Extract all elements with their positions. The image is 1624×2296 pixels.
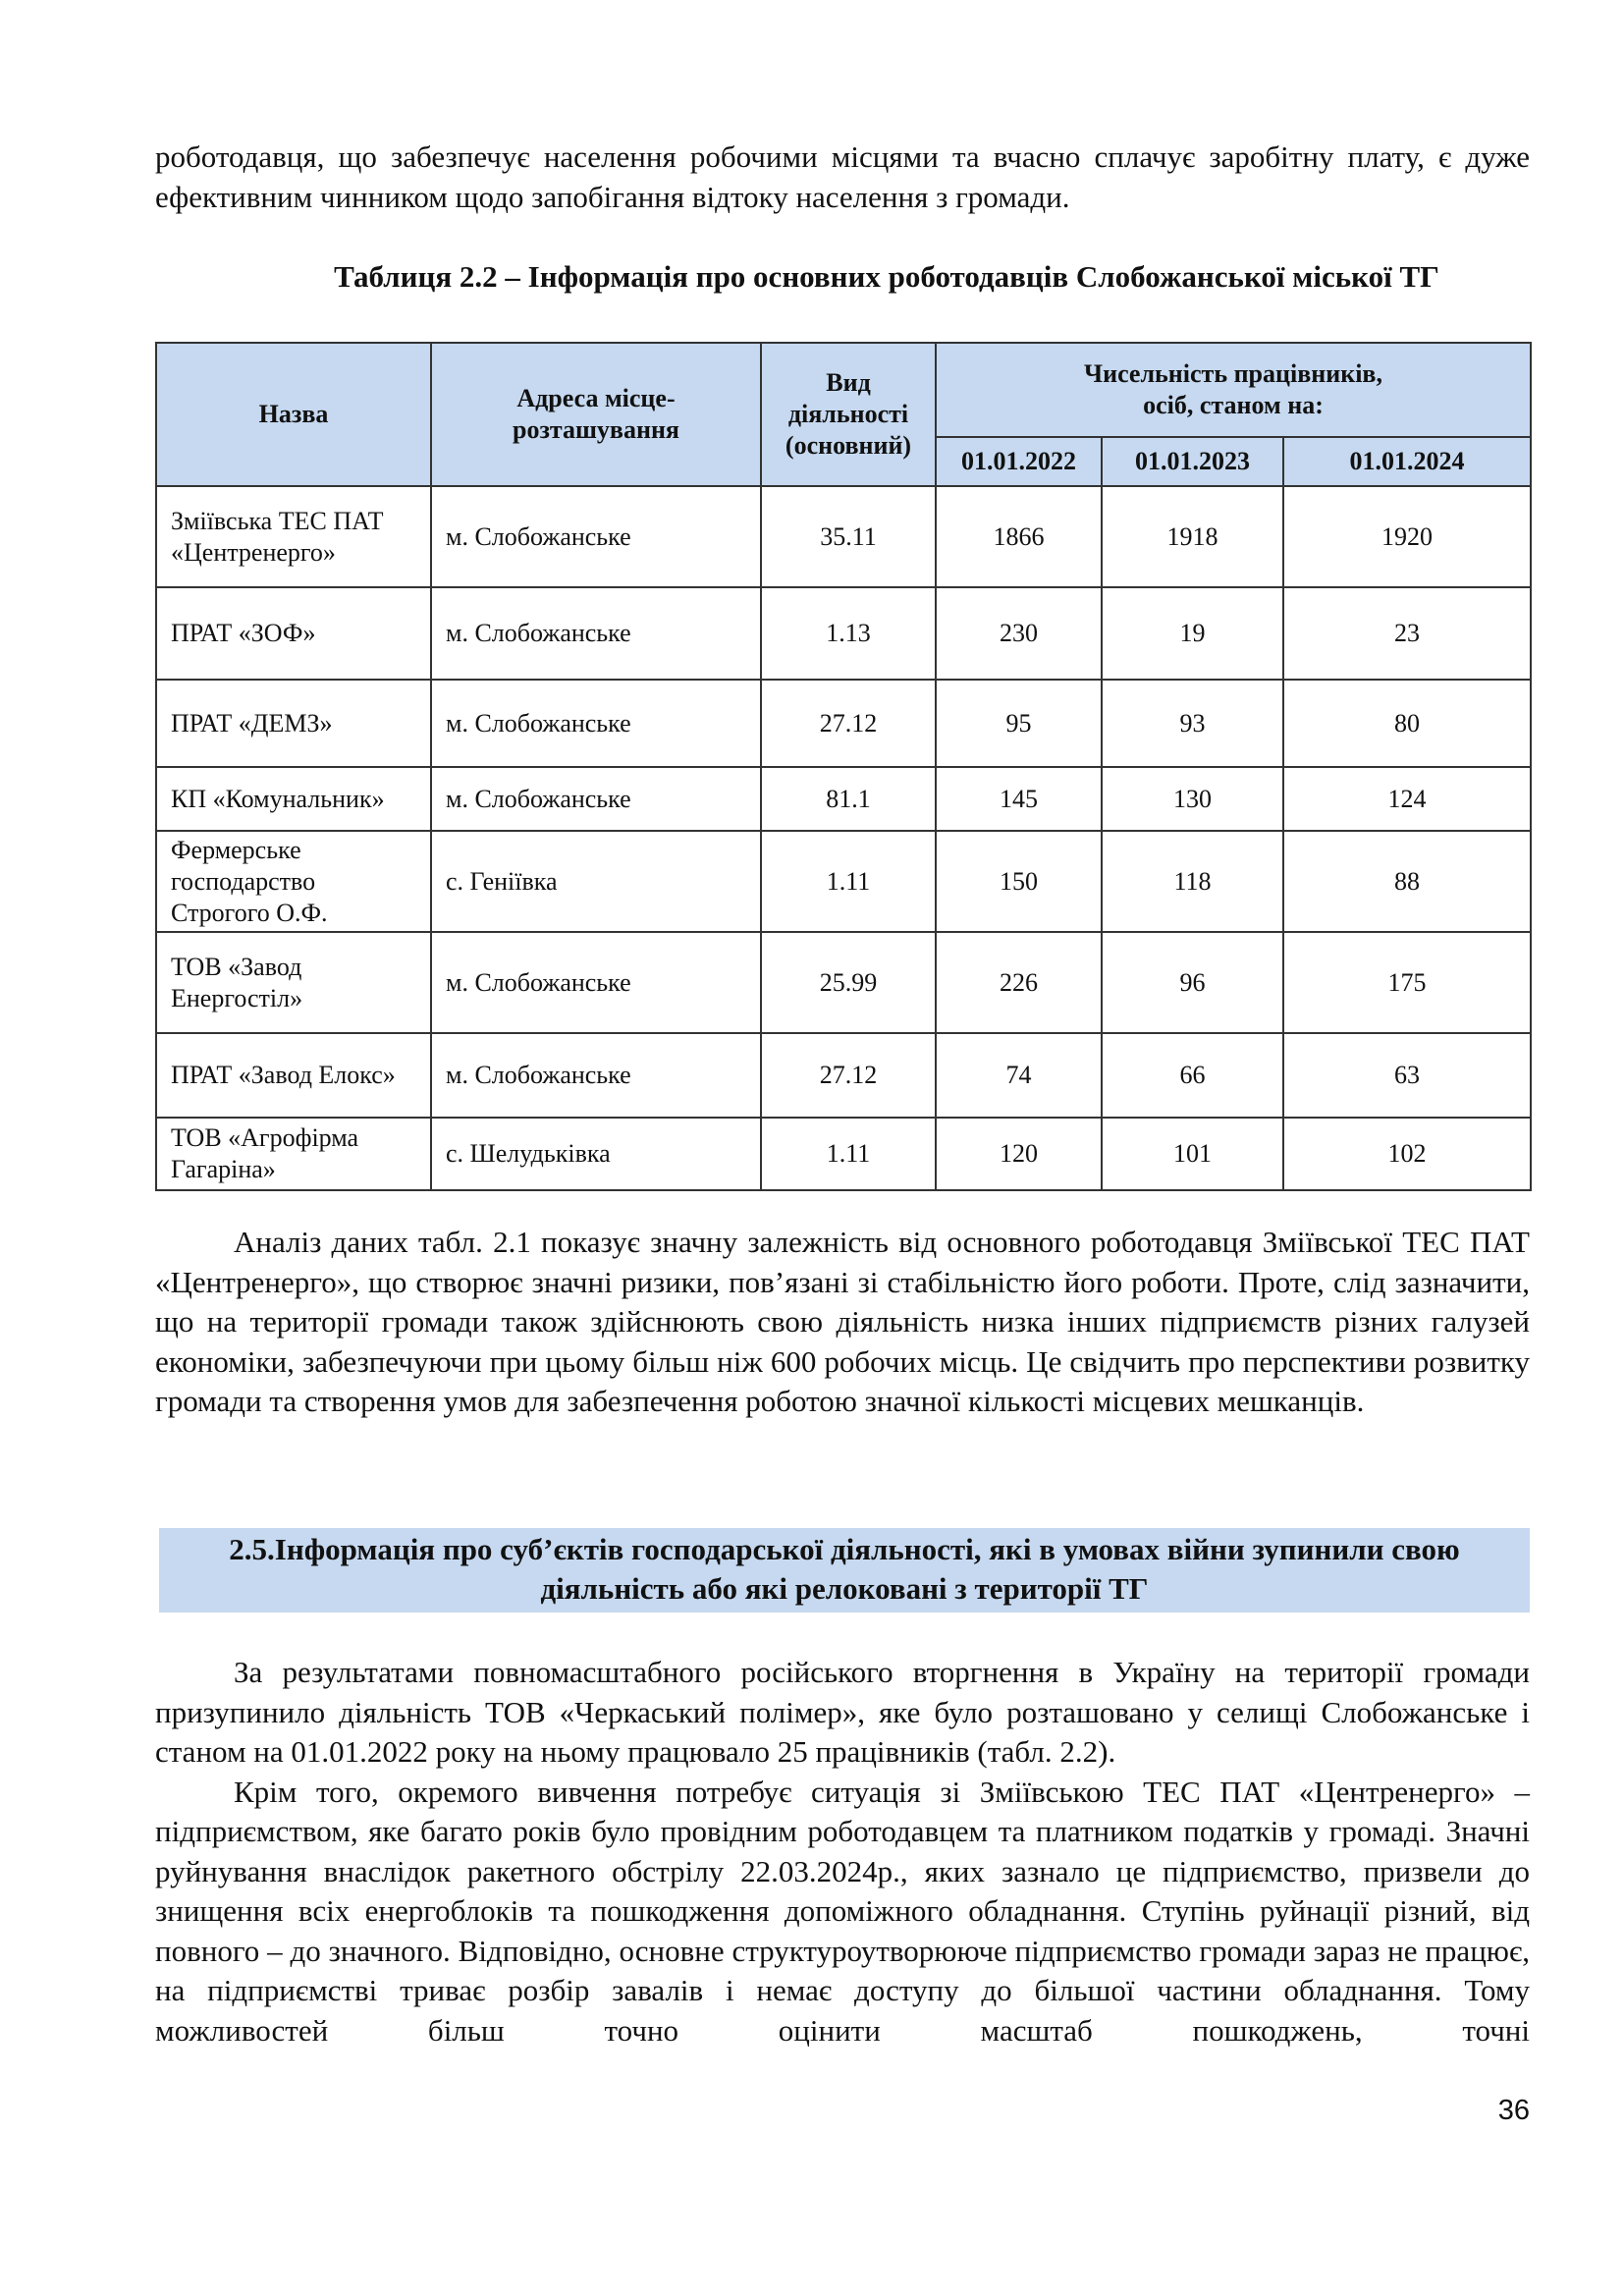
cell-address: с. Шелудьківка: [431, 1118, 761, 1190]
cell-2022: 145: [936, 767, 1102, 831]
cell-name: ТОВ «Агрофірма Гагаріна»: [156, 1118, 431, 1190]
cell-name: КП «Комунальник»: [156, 767, 431, 831]
cell-2023: 93: [1102, 680, 1283, 767]
table-row: [156, 767, 1531, 831]
cell-2023: 1918: [1102, 486, 1283, 587]
cell-2024: 124: [1283, 767, 1531, 831]
employers-table: [155, 342, 1532, 1191]
cell-2022: 95: [936, 680, 1102, 767]
cell-activity: 27.12: [761, 680, 936, 767]
intro-paragraph: роботодавця, що забезпечує населення робочими місцями та вчасно сплачує заробітну плату, є дуже ефективним чинником щодо запобігання відтоку населення з громади.: [155, 139, 1530, 214]
table-caption: Таблиця 2.2 – Інформація про основних роботодавців Слобожанської міської ТГ: [334, 259, 1439, 294]
header-name: Назва: [156, 343, 431, 486]
table-row: [156, 932, 1531, 1033]
cell-name: ПРАТ «Завод Елокс»: [156, 1033, 431, 1118]
table-row: [156, 1033, 1531, 1118]
cell-address: м. Слобожанське: [431, 932, 761, 1033]
cell-2023: 130: [1102, 767, 1283, 831]
cell-2023: 118: [1102, 831, 1283, 932]
analysis-paragraph: Аналіз даних табл. 2.1 показує значну залежність від основного роботодавця Зміївської ТЕС ПАТ «Центренерго», що створює значні ризики, пов’язані зі стабільністю його роботи. Проте, слід зазначити, що на території громади також здійснюють свою діяльність низка інших підприємств різних галузей економіки, забезпечуючи при цьому більш ніж 600 робочих місць. Це свідчить про перспективи розвитку громади та створення умов для забезпечення роботою значної кількості місцевих мешканців.: [155, 1225, 1530, 1418]
cell-2022: 226: [936, 932, 1102, 1033]
cell-address: м. Слобожанське: [431, 680, 761, 767]
war-paragraph-2: Крім того, окремого вивчення потребує ситуація зі Зміївською ТЕС ПАТ «Центренерго» – підприємством, яке багато років було провідним роботодавцем та платником податків у громаді. Значні руйнування внаслідок ракетного обстрілу 22.03.2024р., яких зазнало це підприємство, призвели до знищення всіх енергоблоків та пошкодження допоміжного обладнання. Ступінь руйнації різний, від повного – до значного. Відповідно, основне структуроутворююче підприємство громади зараз не працює, на підприємстві триває розбір завалів і немає доступу до більшої частини обладнання. Тому можливостей більш точно оцінити масштаб пошкоджень, точні: [155, 1774, 1530, 2048]
cell-2023: 66: [1102, 1033, 1283, 1118]
page-number: 36: [1497, 2095, 1530, 2126]
cell-2024: 23: [1283, 587, 1531, 680]
table-row: [156, 486, 1531, 587]
header-date-2024: 01.01.2024: [1283, 437, 1531, 486]
cell-activity: 81.1: [761, 767, 936, 831]
cell-2022: 1866: [936, 486, 1102, 587]
cell-name: ПРАТ «ДЕМЗ»: [156, 680, 431, 767]
cell-2023: 19: [1102, 587, 1283, 680]
cell-2022: 230: [936, 587, 1102, 680]
cell-activity: 35.11: [761, 486, 936, 587]
cell-activity: 1.11: [761, 1118, 936, 1190]
cell-2022: 74: [936, 1033, 1102, 1118]
cell-address: м. Слобожанське: [431, 1033, 761, 1118]
cell-address: м. Слобожанське: [431, 767, 761, 831]
cell-name: ПРАТ «ЗОФ»: [156, 587, 431, 680]
cell-2024: 80: [1283, 680, 1531, 767]
cell-2023: 101: [1102, 1118, 1283, 1190]
war-section-body: [155, 1653, 1530, 2050]
header-date-2022: 01.01.2022: [936, 437, 1102, 486]
cell-2023: 96: [1102, 932, 1283, 1033]
cell-activity: 27.12: [761, 1033, 936, 1118]
cell-activity: 25.99: [761, 932, 936, 1033]
table-row: [156, 1118, 1531, 1190]
section-heading: 2.5.Інформація про суб’єктів господарської діяльності, які в умовах війни зупинили свою діяльність або які релоковані з території ТГ: [159, 1528, 1530, 1613]
cell-2024: 102: [1283, 1118, 1531, 1190]
table-row: [156, 680, 1531, 767]
cell-2022: 150: [936, 831, 1102, 932]
cell-2024: 88: [1283, 831, 1531, 932]
cell-address: м. Слобожанське: [431, 486, 761, 587]
cell-address: с. Геніївка: [431, 831, 761, 932]
cell-2024: 63: [1283, 1033, 1531, 1118]
table-row: [156, 587, 1531, 680]
header-address: Адреса місце-розташування: [431, 343, 761, 486]
cell-activity: 1.11: [761, 831, 936, 932]
cell-name: ТОВ «Завод Енергостіл»: [156, 932, 431, 1033]
table-row: [156, 831, 1531, 932]
cell-2024: 1920: [1283, 486, 1531, 587]
cell-2024: 175: [1283, 932, 1531, 1033]
header-date-2023: 01.01.2023: [1102, 437, 1283, 486]
cell-activity: 1.13: [761, 587, 936, 680]
cell-name: Фермерське господарство Строгого О.Ф.: [156, 831, 431, 932]
cell-address: м. Слобожанське: [431, 587, 761, 680]
war-paragraph-1: За результатами повномасштабного російського вторгнення в Україну на території громади призупинило діяльність ТОВ «Черкаський полімер», яке було розташовано у селищі Слобожанське і станом на 01.01.2022 року на ньому працювало 25 працівників (табл. 2.2).: [155, 1655, 1530, 1769]
cell-2022: 120: [936, 1118, 1102, 1190]
cell-name: Зміївська ТЕС ПАТ «Центренерго»: [156, 486, 431, 587]
header-employees: Чисельність працівників, осіб, станом на:: [936, 343, 1531, 437]
header-activity: Вид діяльності (основний): [761, 343, 936, 486]
